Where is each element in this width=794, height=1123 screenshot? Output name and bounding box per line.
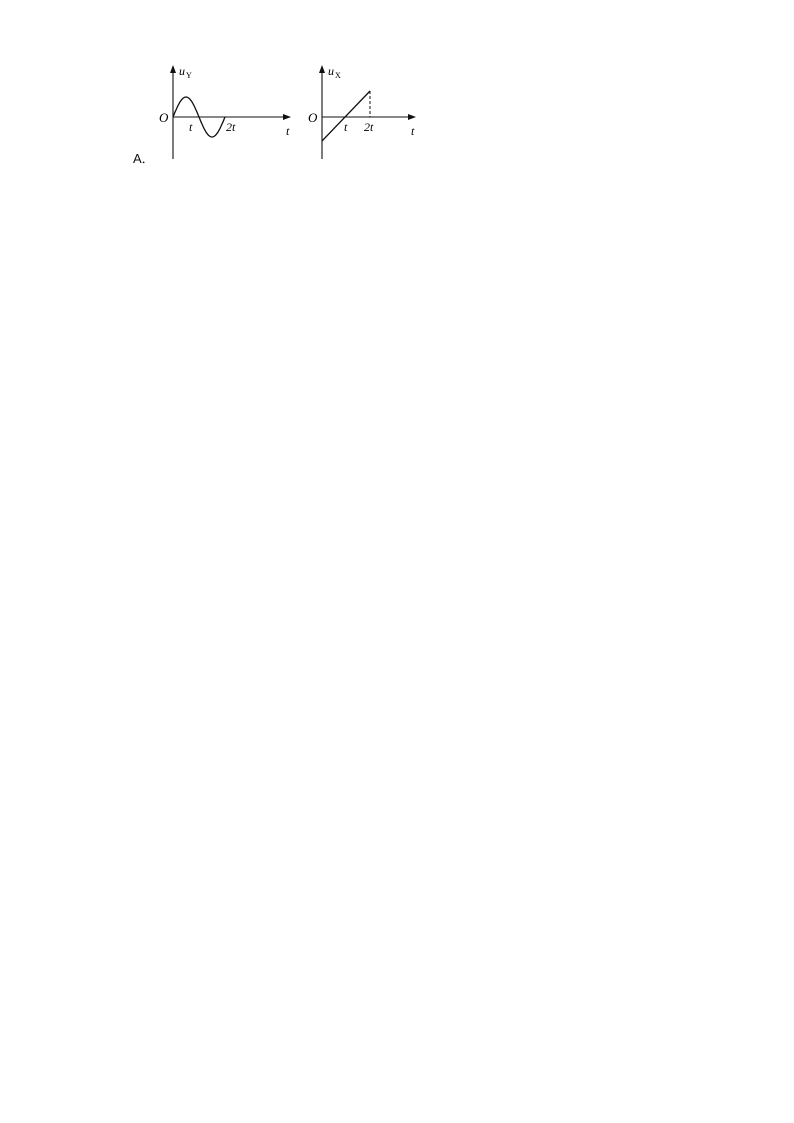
uy-time-arrow [283,114,291,120]
force-time-chart [120,578,400,800]
ux-axis-arrow [319,65,325,73]
uy-2t-label: 2t [226,120,236,134]
ux-time-arrow [408,114,416,120]
uy-axis-label: u [179,64,185,78]
uy-axis-subscript: Y [186,71,192,80]
ux-axis-label: u [328,64,334,78]
ux-time-axis-label: t [411,124,415,138]
q6-graphs [0,0,794,480]
uy-t-label: t [189,120,193,134]
q6-option-a-figures [159,64,416,159]
uy-origin-label: O [159,110,169,125]
q6-option-label-a: A． [133,151,155,166]
ux-t-label: t [344,120,348,134]
uy-graph [159,64,291,159]
uy-time-axis-label: t [286,124,290,138]
ux-graph [308,64,416,159]
ux-axis-subscript: X [335,71,341,80]
ux-origin-label: O [308,110,318,125]
uy-axis-arrow [170,65,176,73]
ux-2t-label: 2t [364,120,374,134]
